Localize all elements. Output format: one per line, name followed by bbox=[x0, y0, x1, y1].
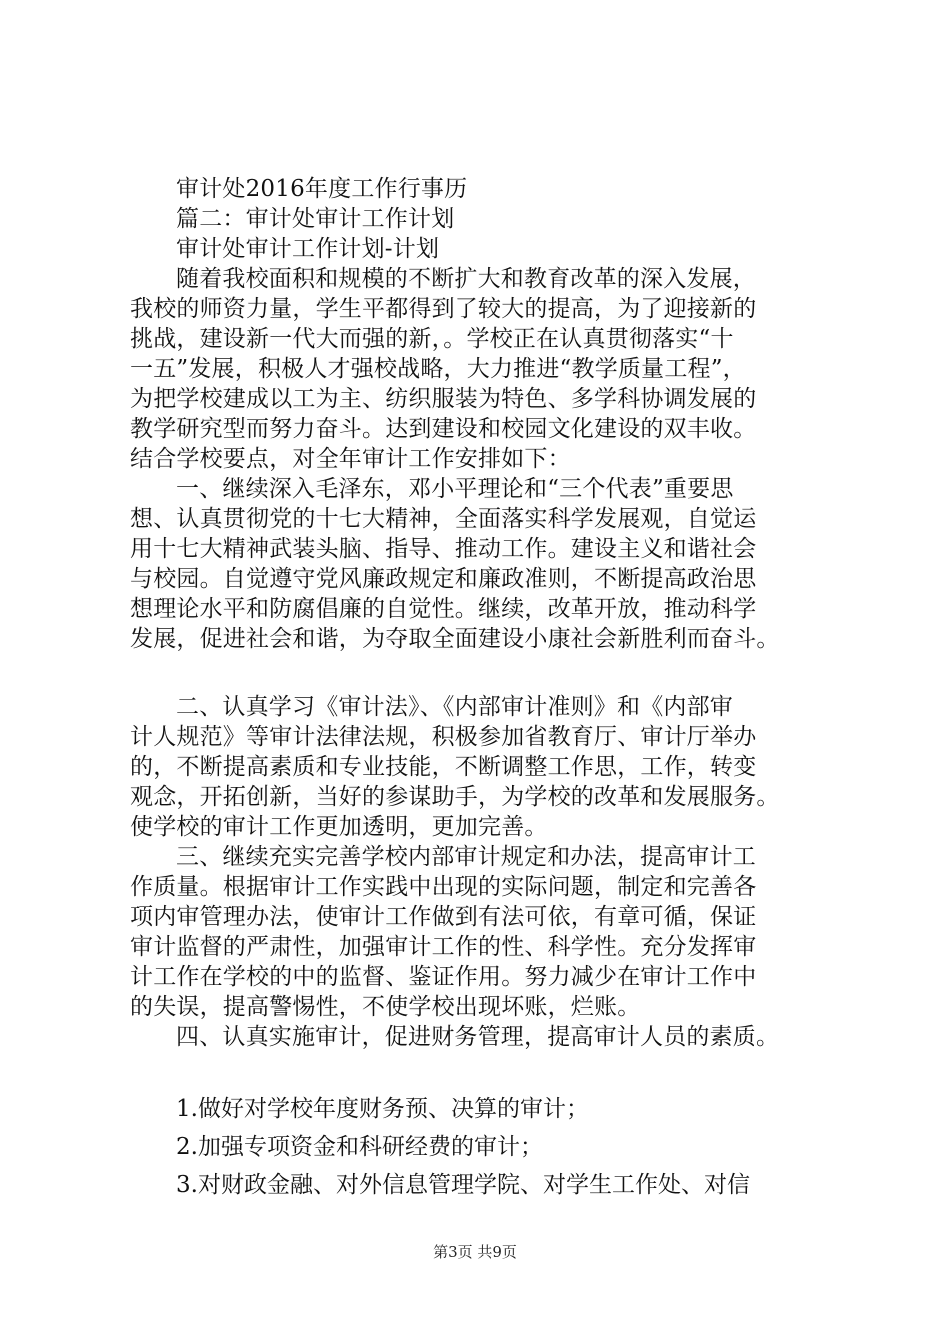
paragraph-line: 一五”发展，积极人才强校战略，大力推进“教学质量工程”， bbox=[130, 356, 746, 382]
paragraph-line: 挑战，建设新一代大而强的新，。学校正在认真贯彻落实“十 bbox=[130, 326, 734, 352]
paragraph-line: 审计监督的严肃性，加强审计工作的性、科学性。充分发挥审 bbox=[130, 934, 757, 960]
paragraph-line: 与校园。自觉遵守党风廉政规定和廉政准则，不断提高政治思 bbox=[130, 566, 757, 592]
paragraph-line: 三、继续充实完善学校内部审计规定和办法，提高审计工 bbox=[176, 844, 756, 870]
paragraph-line: 一、继续深入毛泽东，邓小平理论和“三个代表”重要思 bbox=[176, 476, 734, 502]
heading-line: 审计处2016年度工作行事历 bbox=[176, 176, 468, 202]
paragraph-line: 的，不断提高素质和专业技能，不断调整工作思，工作，转变 bbox=[130, 754, 757, 780]
paragraph-line: 为把学校建成以工为主、纺织服装为特色、多学科协调发展的 bbox=[130, 386, 757, 412]
list-item: 2.加强专项资金和科研经费的审计； bbox=[176, 1134, 543, 1160]
paragraph-line: 结合学校要点，对全年审计工作安排如下： bbox=[130, 446, 571, 472]
paragraph-line: 随着我校面积和规模的不断扩大和教育改革的深入发展， bbox=[176, 266, 756, 292]
paragraph-line: 想、认真贯彻党的十七大精神，全面落实科学发展观，自觉运 bbox=[130, 506, 757, 532]
paragraph-line: 作质量。根据审计工作实践中出现的实际问题，制定和完善各 bbox=[130, 874, 757, 900]
paragraph-line: 四、认真实施审计，促进财务管理，提高审计人员的素质。 bbox=[176, 1024, 780, 1050]
list-item: 1.做好对学校年度财务预、决算的审计； bbox=[176, 1096, 589, 1122]
paragraph-gap bbox=[130, 1052, 830, 1090]
paragraph-line: 发展，促进社会和谐，为夺取全面建设小康社会新胜利而奋斗。 bbox=[130, 626, 780, 652]
paragraph-line: 用十七大精神武装头脑、指导、推动工作。建设主义和谐社会 bbox=[130, 536, 757, 562]
paragraph-line: 想理论水平和防腐倡廉的自觉性。继续，改革开放，推动科学 bbox=[130, 596, 757, 622]
paragraph-line: 二、认真学习《审计法》、《内部审计准则》和《内部审 bbox=[176, 694, 733, 720]
list-item: 3.对财政金融、对外信息管理学院、对学生工作处、对信 bbox=[176, 1172, 750, 1198]
paragraph-gap bbox=[130, 654, 830, 692]
paragraph-line: 我校的师资力量，学生平都得到了较大的提高，为了迎接新的 bbox=[130, 296, 757, 322]
paragraph-line: 观念，开拓创新，当好的参谋助手，为学校的改革和发展服务。 bbox=[130, 784, 780, 810]
paragraph-line: 计人规范》等审计法律法规，积极参加省教育厅、审计厅举办 bbox=[130, 724, 757, 750]
paragraph-line: 计工作在学校的中的监督、鉴证作用。努力减少在审计工作中 bbox=[130, 964, 757, 990]
heading-line: 审计处审计工作计划-计划 bbox=[176, 236, 440, 262]
paragraph-line: 使学校的审计工作更加透明，更加完善。 bbox=[130, 814, 548, 840]
paragraph-line: 项内审管理办法，使审计工作做到有法可依，有章可循，保证 bbox=[130, 904, 757, 930]
document-body bbox=[130, 174, 830, 1204]
paragraph-line: 的失误，提高警惕性，不使学校出现坏账，烂账。 bbox=[130, 994, 641, 1020]
heading-line: 篇二：审计处审计工作计划 bbox=[176, 206, 455, 232]
page-number-footer: 第3页 共9页 bbox=[433, 1243, 517, 1261]
paragraph-line: 教学研究型而努力奋斗。达到建设和校园文化建设的双丰收。 bbox=[130, 416, 757, 442]
